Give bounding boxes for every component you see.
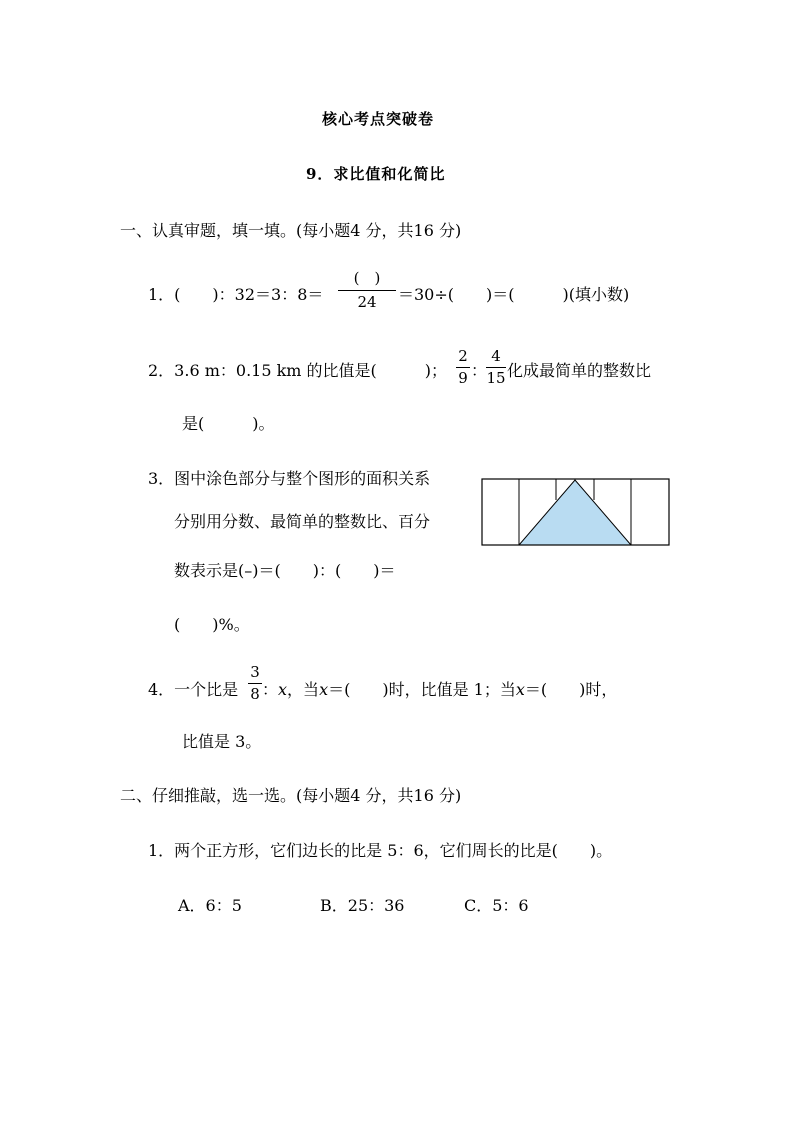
s1-q2-frac1-num: 2 — [458, 347, 468, 365]
page-title: 核心考点突破卷 — [322, 110, 435, 128]
s1-q4-frac-bar — [248, 683, 262, 684]
s2-q1-option-a: A．6：5 — [178, 896, 242, 915]
s1-q4-line2: 比值是 3。 — [182, 732, 262, 751]
s1-q3-line2: 分别用分数、最简单的整数比、百分 — [174, 512, 431, 531]
s1-q2-right: 化成最简单的整数比 — [507, 361, 652, 380]
s1-q2-frac1-den: 9 — [458, 369, 468, 387]
s1-q2-frac2-num: 4 — [491, 347, 501, 365]
shaded-triangle — [519, 480, 631, 545]
s1-q2-sep: ： — [471, 361, 488, 380]
s1-q2-frac1-bar — [456, 367, 470, 368]
s1-q2-left: 2．3.6 m：0.15 km 的比值是( )； — [148, 361, 448, 380]
s1-q1-right: ＝30÷( )＝( )(填小数) — [398, 285, 630, 304]
s1-q4-fraction — [248, 664, 262, 703]
s2-q1-option-b: B．25：36 — [320, 896, 405, 915]
s1-q4-frac-den: 8 — [250, 685, 260, 703]
section1-heading: 一、认真审题，填一填。(每小题4 分，共16 分) — [120, 221, 462, 240]
s1-q4-mid4: ＝( )时， — [524, 680, 618, 699]
s1-q2-frac2-den: 15 — [486, 369, 506, 387]
s1-q2-fraction1 — [456, 348, 470, 387]
s1-q1-frac-bar — [338, 290, 396, 291]
s1-q4-mid2: ，当 — [287, 680, 320, 699]
s1-q4-left: 4．一个比是 — [148, 680, 239, 699]
area-figure — [481, 478, 671, 546]
s1-q4-var3: x — [515, 680, 525, 699]
s1-q3-line4: ( )%。 — [174, 615, 250, 634]
s1-q4-var2: x — [319, 680, 329, 699]
s1-q4-mid1: ： — [262, 680, 279, 699]
s1-q4-var1: x — [278, 680, 288, 699]
s1-q4-rest — [262, 677, 617, 700]
section2-heading: 二、仔细推敲，选一选。(每小题4 分，共16 分) — [120, 786, 462, 805]
s1-q4-mid3: ＝( )时，比值是 1；当 — [328, 680, 516, 699]
s1-q3-line1: 3．图中涂色部分与整个图形的面积关系 — [148, 469, 431, 488]
s1-q1-left: 1．( )：32＝3：8＝ — [148, 285, 324, 304]
page-subtitle: 9．求比值和化简比 — [306, 165, 446, 183]
s1-q2-frac2-bar — [486, 367, 506, 368]
s1-q4-frac-num: 3 — [250, 663, 260, 681]
s2-q1-option-c: C．5：6 — [464, 896, 529, 915]
s1-q3-line3: 数表示是(–)＝( )：( )＝ — [174, 561, 396, 580]
s2-q1-text: 1．两个正方形，它们边长的比是 5：6，它们周长的比是( )。 — [148, 841, 613, 860]
s1-q1-frac-num: ( ) — [353, 269, 381, 287]
s1-q1-frac-den: 24 — [357, 293, 377, 311]
s1-q2-fraction2 — [486, 348, 506, 387]
s1-q2-line2: 是( )。 — [182, 414, 275, 433]
s1-q1-fraction — [338, 270, 396, 311]
